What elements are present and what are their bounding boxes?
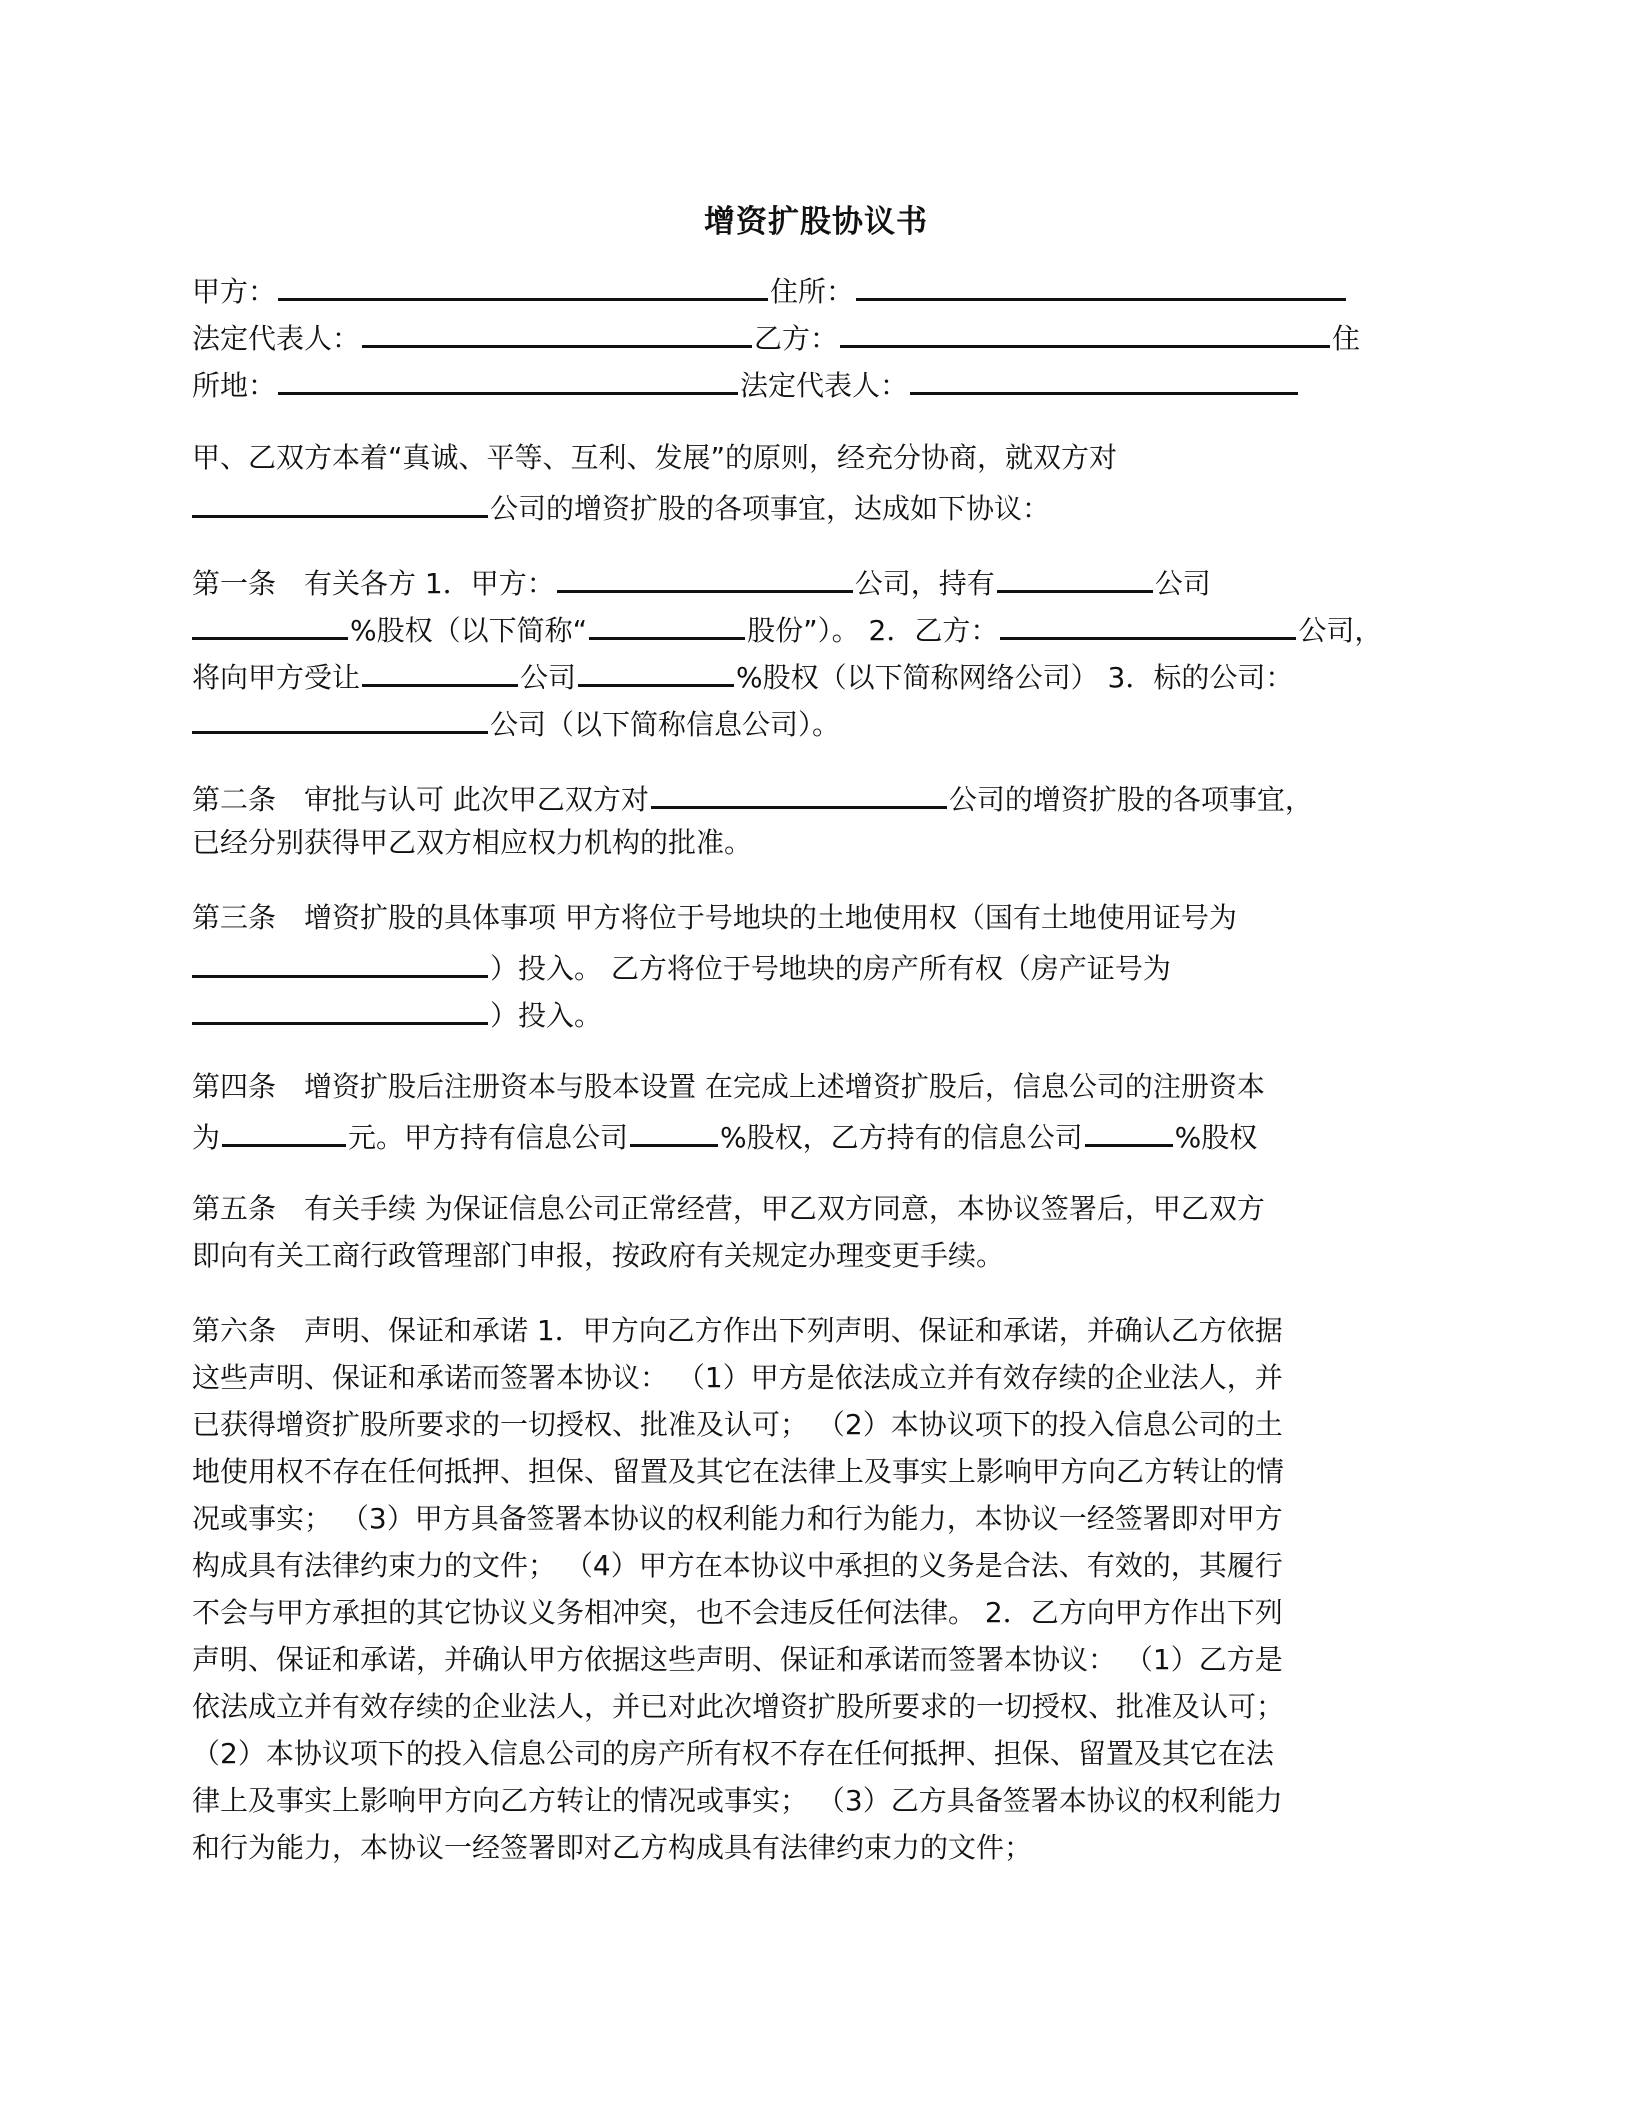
article2-heading: 第二条 [192, 783, 277, 816]
article1-text: %股权（以下简称网络公司） 3．标的公司： [736, 661, 1294, 694]
preamble-text: 公司的增资扩股的各项事宜，达成如下协议： [490, 492, 1051, 525]
party-b-company-blank[interactable] [1000, 607, 1296, 640]
header-line-3 [192, 362, 1300, 402]
preamble-line-2 [192, 485, 1050, 525]
header-line-2 [192, 315, 1360, 355]
article1-line-3 [192, 654, 1293, 694]
article6-line-6: 构成具有法律约束力的文件； （4）甲方在本协议中承担的义务是合法、有效的，其履行 [192, 1549, 1283, 1582]
party-b-label: 乙方： [754, 322, 839, 355]
article4-line-2 [192, 1114, 1257, 1154]
article6-line-12: 和行为能力，本协议一经签署即对乙方构成具有法律约束力的文件； [192, 1831, 1033, 1864]
article1-text: %股权（以下简称“ [350, 614, 588, 647]
article4-heading: 第四条 [192, 1070, 277, 1103]
article2-line-1 [192, 776, 1313, 816]
article2-line-2: 已经分别获得甲乙双方相应权力机构的批准。 [192, 826, 753, 859]
party-b-percent-blank[interactable] [1085, 1114, 1173, 1147]
article6-line-8: 声明、保证和承诺，并确认甲方依据这些声明、保证和承诺而签署本协议： （1）乙方是 [192, 1643, 1283, 1676]
party-a-company-blank[interactable] [557, 560, 853, 593]
article5-line-1 [192, 1189, 1265, 1229]
residence-b-label-part2: 所地： [192, 369, 277, 402]
article6-line-1 [192, 1311, 1283, 1351]
article1-line-1 [192, 560, 1211, 600]
article5-line-2: 即向有关工商行政管理部门申报，按政府有关规定办理变更手续。 [192, 1239, 1005, 1272]
article1-text: 股份”）。 2．乙方： [747, 614, 999, 647]
article6-line-7: 不会与甲方承担的其它协议义务相冲突，也不会违反任何法律。 2．乙方向甲方作出下列 [192, 1596, 1283, 1629]
article4-text: 增资扩股后注册资本与股本设置 在完成上述增资扩股后，信息公司的注册资本 [304, 1070, 1265, 1103]
article6-line-2: 这些声明、保证和承诺而签署本协议： （1）甲方是依法成立并有效存续的企业法人，并 [192, 1361, 1283, 1394]
article6-line-9: 依法成立并有效存续的企业法人，并已对此次增资扩股所要求的一切授权、批准及认可； [192, 1690, 1285, 1723]
transfer-company-blank[interactable] [362, 654, 518, 687]
registered-capital-blank[interactable] [222, 1114, 346, 1147]
share-name-blank[interactable] [589, 607, 745, 640]
legal-rep-b-label: 法定代表人： [740, 369, 909, 402]
article1-text: 公司，持有 [854, 567, 995, 600]
article6-line-3: 已获得增资扩股所要求的一切授权、批准及认可； （2）本协议项下的投入信息公司的土 [192, 1408, 1283, 1441]
article1-line-2 [192, 607, 1382, 647]
preamble-company-blank[interactable] [192, 485, 488, 518]
article4-text: 元。甲方持有信息公司 [348, 1121, 629, 1154]
legal-rep-a-blank[interactable] [362, 315, 752, 348]
residence-blank[interactable] [856, 268, 1346, 301]
legal-rep-b-blank[interactable] [910, 362, 1298, 395]
article3-line-2 [192, 945, 1171, 985]
article4-text: 为 [192, 1121, 221, 1154]
target-company-blank[interactable] [192, 701, 488, 734]
article1-text: 公司 [520, 661, 577, 694]
document-title: 增资扩股协议书 [704, 204, 928, 240]
residence-b-blank[interactable] [278, 362, 738, 395]
article1-text: 公司（以下简称信息公司）。 [490, 708, 841, 741]
residence-label: 住所： [770, 275, 855, 308]
article1-text: 公司 [1154, 567, 1211, 600]
article3-text: ）投入。 乙方将位于号地块的房产所有权（房产证号为 [490, 952, 1171, 985]
article6-heading: 第六条 [192, 1314, 277, 1347]
party-b-blank[interactable] [840, 315, 1330, 348]
article1-text: 公司， [1298, 614, 1383, 647]
article5-heading: 第五条 [192, 1192, 277, 1225]
article2-text: 公司的增资扩股的各项事宜， [948, 783, 1313, 816]
article3-text: 增资扩股的具体事项 甲方将位于号地块的土地使用权（国有土地使用证号为 [304, 901, 1237, 934]
article3-line-1 [192, 898, 1237, 938]
party-a-percent-blank[interactable] [630, 1114, 718, 1147]
article1-line-4 [192, 701, 840, 741]
article6-text: 声明、保证和承诺 1．甲方向乙方作出下列声明、保证和承诺，并确认乙方依据 [304, 1314, 1283, 1347]
held-company-blank[interactable] [997, 560, 1153, 593]
land-cert-blank[interactable] [192, 945, 488, 978]
legal-rep-a-label: 法定代表人： [192, 322, 361, 355]
article2-text: 审批与认可 此次甲乙双方对 [304, 783, 649, 816]
article4-line-1 [192, 1067, 1265, 1107]
article4-text: %股权 [1174, 1121, 1258, 1154]
article4-text: %股权，乙方持有的信息公司 [720, 1121, 1083, 1154]
article6-line-11: 律上及事实上影响甲方向乙方转让的情况或事实； （3）乙方具备签署本协议的权利能力 [192, 1784, 1283, 1817]
article1-text: 有关各方 1．甲方： [304, 567, 555, 600]
article3-text: ）投入。 [490, 999, 603, 1032]
residence-b-label-part1: 住 [1332, 322, 1361, 355]
article6-line-10: （2）本协议项下的投入信息公司的房产所有权不存在任何抵押、担保、留置及其它在法 [192, 1737, 1274, 1770]
article5-text: 有关手续 为保证信息公司正常经营，甲乙双方同意，本协议签署后，甲乙双方 [304, 1192, 1265, 1225]
share-percent-blank[interactable] [192, 607, 348, 640]
article3-heading: 第三条 [192, 901, 277, 934]
article2-company-blank[interactable] [651, 776, 947, 809]
transfer-percent-blank[interactable] [578, 654, 734, 687]
article3-line-3 [192, 992, 602, 1032]
property-cert-blank[interactable] [192, 992, 488, 1025]
article6-line-4: 地使用权不存在任何抵押、担保、留置及其它在法律上及事实上影响甲方向乙方转让的情 [192, 1455, 1285, 1488]
party-a-label: 甲方： [192, 275, 277, 308]
preamble-line-1: 甲、乙双方本着“真诚、平等、互利、发展”的原则，经充分协商，就双方对 [192, 441, 1118, 474]
article6-line-5: 况或事实； （3）甲方具备签署本协议的权利能力和行为能力，本协议一经签署即对甲方 [192, 1502, 1283, 1535]
article1-text: 将向甲方受让 [192, 661, 361, 694]
header-line-1 [192, 268, 1348, 308]
article1-heading: 第一条 [192, 567, 277, 600]
party-a-blank[interactable] [278, 268, 768, 301]
